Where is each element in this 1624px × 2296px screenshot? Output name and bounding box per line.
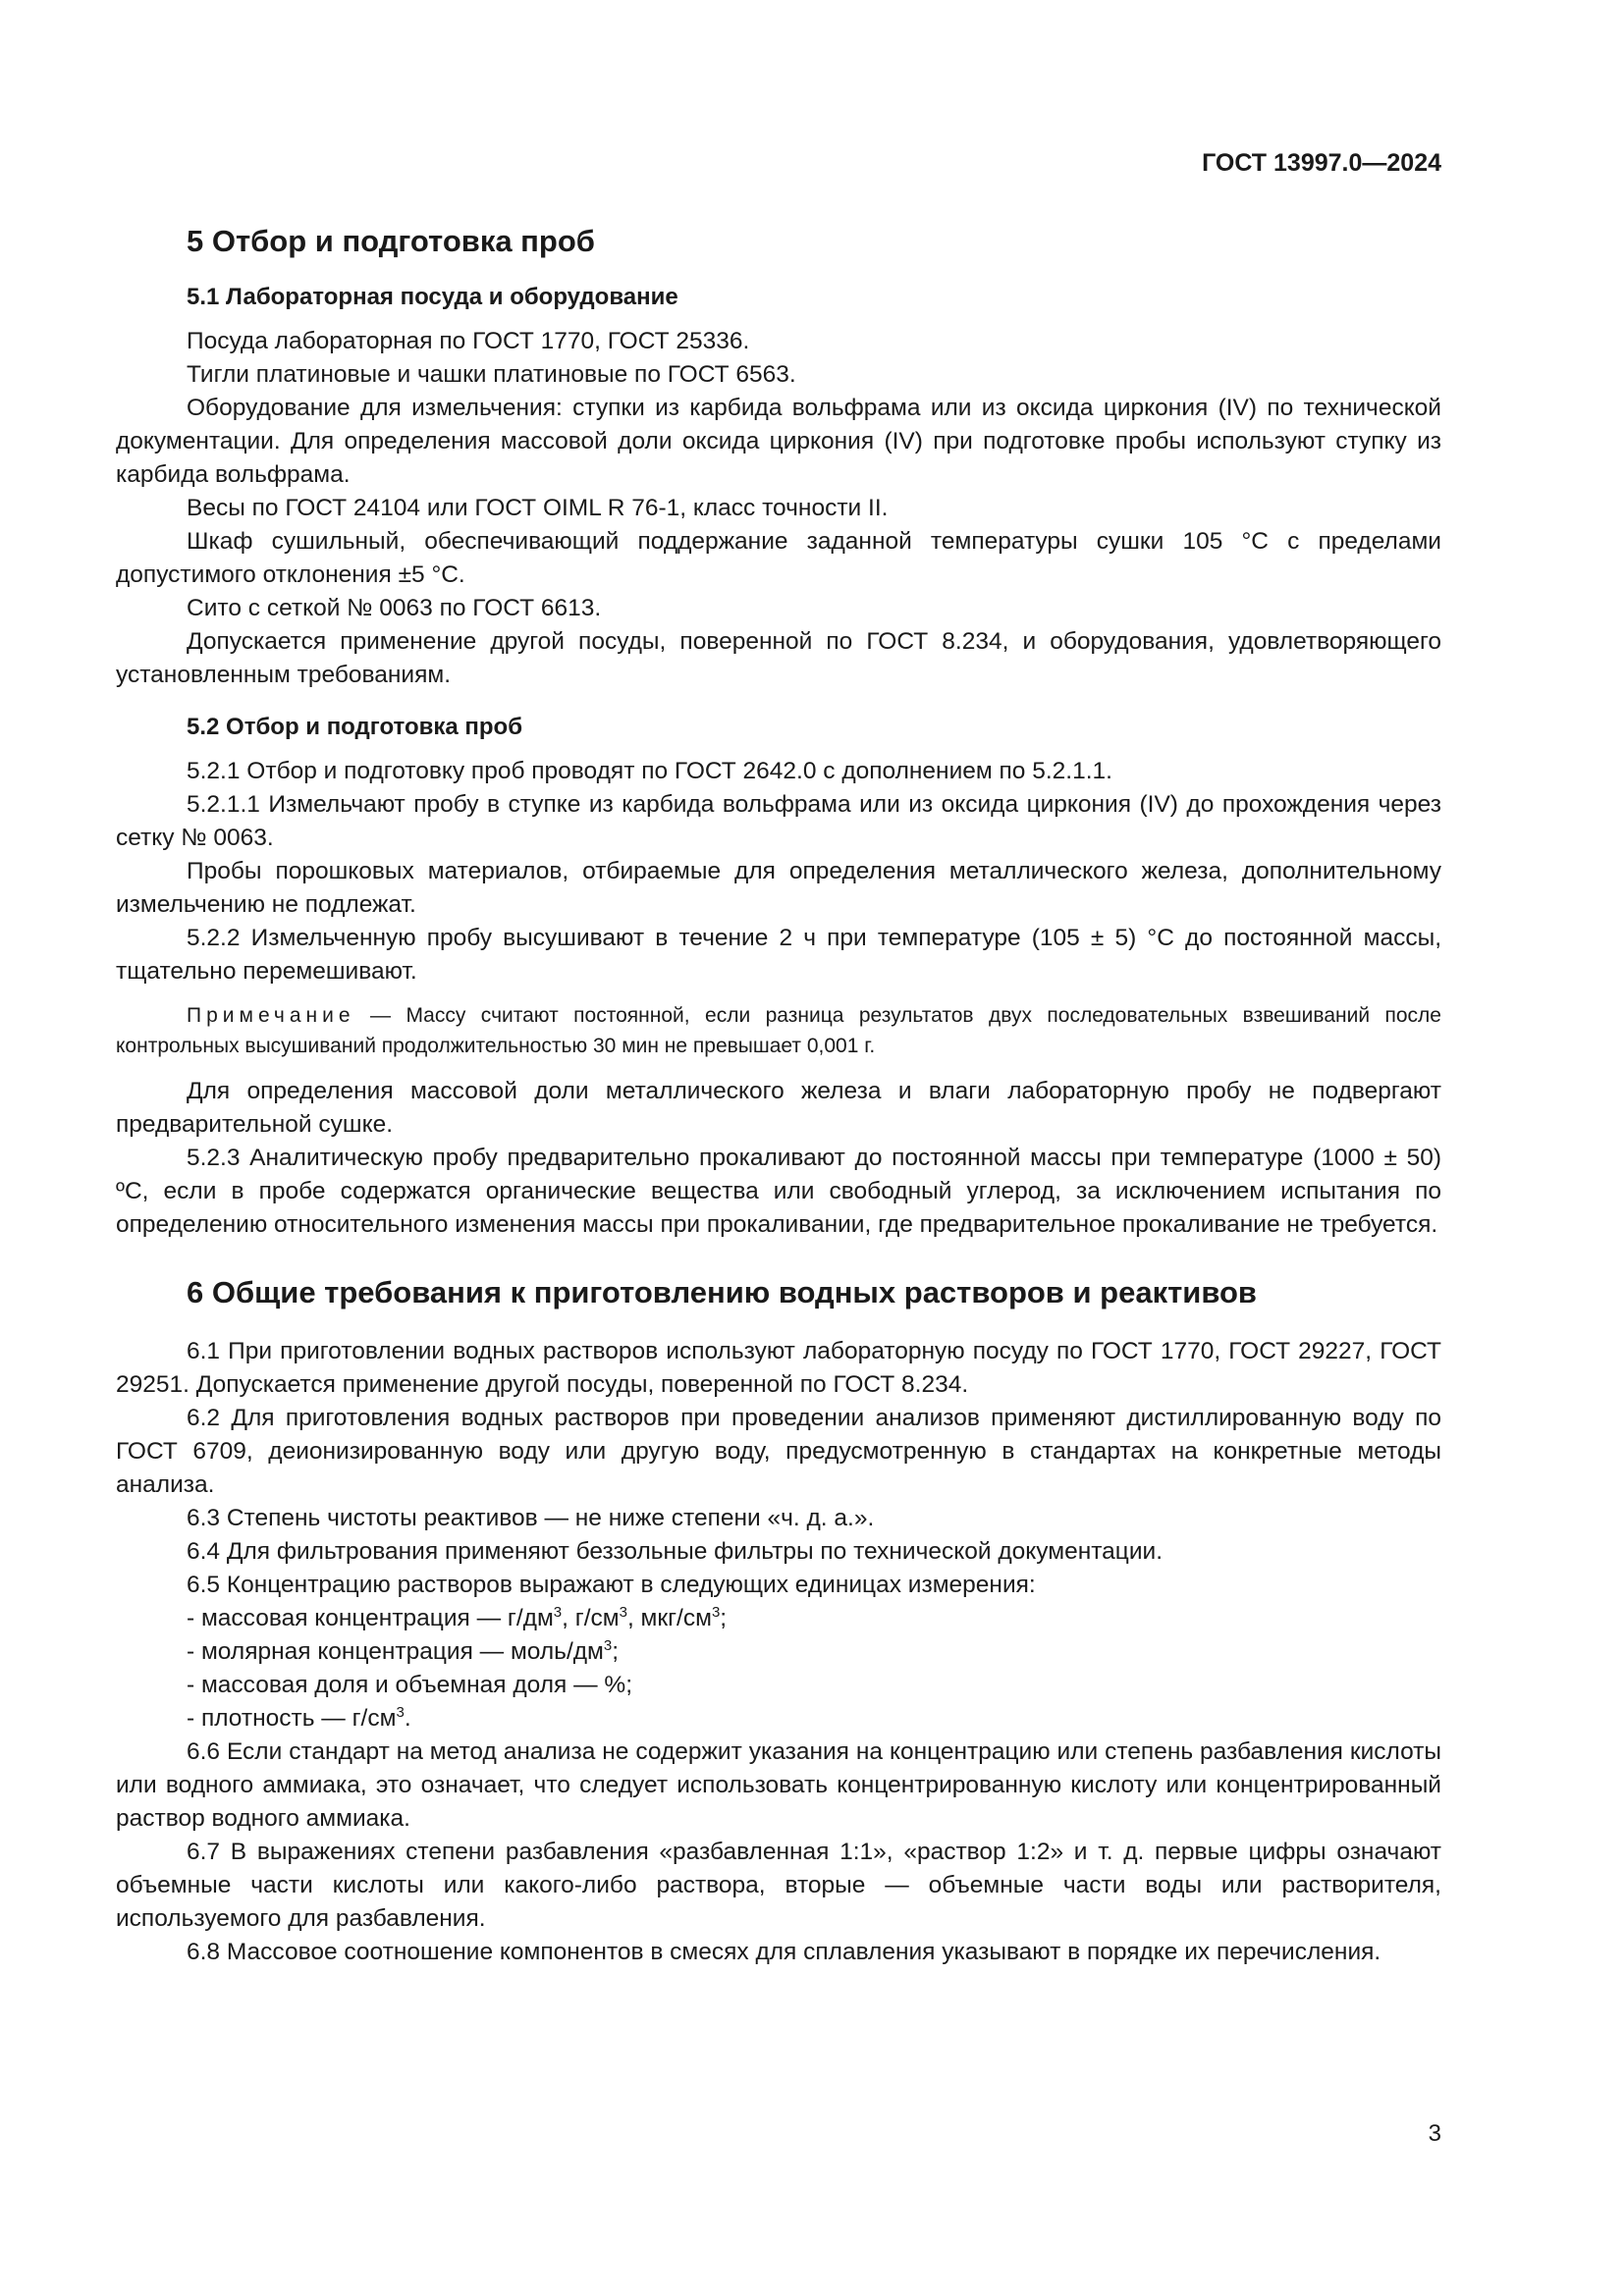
paragraph: 5.2.1.1 Измельчают пробу в ступке из карбида вольфрама или из оксида циркония (IV) до прохождения через сетку № 0063. <box>116 791 1441 851</box>
list-item-molar-concentration: - молярная концентрация — моль/$дм^3$; <box>187 1637 620 1665</box>
paragraph: Посуда лабораторная по ГОСТ 1770, ГОСТ 25336. <box>187 328 750 354</box>
paragraph: Весы по ГОСТ 24104 или ГОСТ OIML R 76-1, класс точности II. <box>187 495 889 521</box>
note-text: — Массу считают постоянной, если разница результатов двух последовательных взвешиваний после контрольных высушиваний продолжительностью 30 мин не превышает 0,001 г. <box>116 1004 1441 1057</box>
paragraph: Оборудование для измельчения: ступки из карбида вольфрама или из оксида циркония (IV) по технической документации. Для определения массовой доли оксида циркония (IV) при подготовке пробы используют ступку из карбида вольфрама. <box>116 395 1441 488</box>
paragraph: Сито с сеткой № 0063 по ГОСТ 6613. <box>187 595 602 621</box>
section-6-title: 6 Общие требования к приготовлению водных растворов и реактивов <box>187 1275 1257 1309</box>
page-number: 3 <box>1428 2120 1441 2147</box>
subsection-5-2-title: 5.2 Отбор и подготовка проб <box>187 714 523 740</box>
paragraph: 5.2.2 Измельченную пробу высушивают в течение 2 ч при температуре (105 ± 5) °С до постоянной массы, тщательно перемешивают. <box>116 925 1441 985</box>
paragraph: 6.1 При приготовлении водных растворов используют лабораторную посуду по ГОСТ 1770, ГОСТ 29227, ГОСТ 29251. Допускается применение другой посуды, поверенной по ГОСТ 8.234. <box>116 1338 1441 1398</box>
list-item-density: - плотность — $г/см^3$. <box>187 1704 411 1732</box>
page-content <box>116 224 1441 1969</box>
paragraph: Шкаф сушильный, обеспечивающий поддержание заданной температуры сушки 105 °С с пределами допустимого отклонения ±5 °С. <box>116 528 1441 588</box>
list-item-mass-concentration: - массовая концентрация — $г/дм^3$, $г/см^3$, мкг/$см^3$; <box>187 1604 728 1631</box>
paragraph: 6.3 Степень чистоты реактивов — не ниже степени «ч. д. а.». <box>187 1505 875 1531</box>
paragraph: 5.2.1 Отбор и подготовку проб проводят по ГОСТ 2642.0 с дополнением по 5.2.1.1. <box>187 758 1112 784</box>
paragraph: 6.8 Массовое соотношение компонентов в смесях для сплавления указывают в порядке их перечисления. <box>187 1939 1381 1965</box>
section-5-title: 5 Отбор и подготовка проб <box>187 224 595 258</box>
note-label: Примечание <box>187 1004 355 1027</box>
paragraph: 5.2.3 Аналитическую пробу предварительно прокаливают до постоянной массы при температуре (1000 ± 50) ºС, если в пробе содержатся органические вещества или свободный углерод, за исключением испытания по определению относительного изменения массы при прокаливании, где предварительное прокаливание не требуется. <box>116 1145 1441 1238</box>
paragraph: 6.5 Концентрацию растворов выражают в следующих единицах измерения: <box>187 1572 1036 1598</box>
paragraph: Тигли платиновые и чашки платиновые по ГОСТ 6563. <box>187 361 796 388</box>
paragraph: 6.2 Для приготовления водных растворов при проведении анализов применяют дистиллированную воду по ГОСТ 6709, деионизированную воду или другую воду, предусмотренную в стандартах на конкретные методы анализа. <box>116 1405 1441 1498</box>
paragraph: 6.7 В выражениях степени разбавления «разбавленная 1:1», «раствор 1:2» и т. д. первые цифры означают объемные части кислоты или какого-либо раствора, вторые — объемные части воды или растворителя, используемого для разбавления. <box>116 1839 1441 1932</box>
note <box>116 1000 1441 1061</box>
subsection-5-1-title: 5.1 Лабораторная посуда и оборудование <box>187 284 678 310</box>
paragraph: 6.6 Если стандарт на метод анализа не содержит указания на концентрацию или степень разбавления кислоты или водного аммиака, это означает, что следует использовать концентрированную кислоту или концентрированный раствор водного аммиака. <box>116 1738 1441 1832</box>
paragraph: Пробы порошковых материалов, отбираемые для определения металлического железа, дополнительному измельчению не подлежат. <box>116 858 1441 918</box>
list-item-fraction: - массовая доля и объемная доля — %; <box>187 1672 633 1698</box>
paragraph: Допускается применение другой посуды, поверенной по ГОСТ 8.234, и оборудования, удовлетворяющего установленным требованиям. <box>116 628 1441 688</box>
paragraph: 6.4 Для фильтрования применяют беззольные фильтры по технической документации. <box>187 1538 1164 1565</box>
paragraph: Для определения массовой доли металлического железа и влаги лабораторную пробу не подвергают предварительной сушке. <box>116 1078 1441 1138</box>
standard-code: ГОСТ 13997.0—2024 <box>1202 149 1441 177</box>
